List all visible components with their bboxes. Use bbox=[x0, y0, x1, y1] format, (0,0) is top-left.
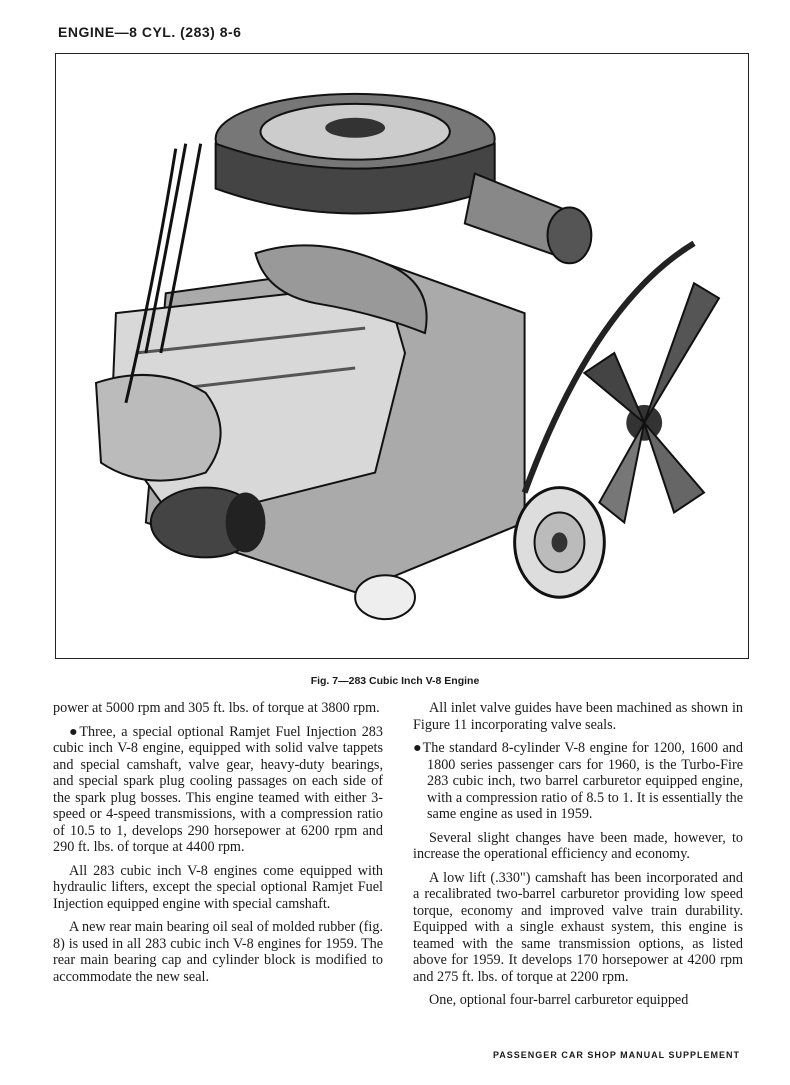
crankshaft-pulley bbox=[515, 488, 605, 598]
bullet-paragraph bbox=[53, 724, 383, 856]
paragraph-text: Three, a special optional Ramjet Fuel Injection 283 cubic inch V-8 engine, equipped with solid valve tappets and special camshaft, valve gear, heavy-duty bearings, and special spark plug cooling passages on each side of the spark plug bosses. This engine teamed with either 3-speed or 4-speed transmissions, with a compression ratio of 10.5 to 1, develops 290 horsepower at 6200 rpm and 290 ft. lbs. of torque at 4400 rpm. bbox=[53, 723, 383, 855]
paragraph: Several slight changes have been made, however, to increase the operational efficiency and economy. bbox=[413, 829, 743, 862]
paragraph: One, optional four-barrel carburetor equipped bbox=[429, 992, 689, 1008]
right-column bbox=[413, 700, 743, 1016]
bullet-icon: ● bbox=[413, 740, 423, 756]
paragraph: All 283 cubic inch V-8 engines come equipped with hydraulic lifters, except the special optional Ramjet Fuel Injection equipped engine with special camshaft. bbox=[53, 862, 383, 912]
left-column bbox=[53, 700, 383, 992]
page-footer: PASSENGER CAR SHOP MANUAL SUPPLEMENT bbox=[492, 1050, 740, 1060]
paragraph: All inlet valve guides have been machined as shown in Figure 11 incorporating valve seals. bbox=[413, 700, 743, 733]
bullet-icon: ● bbox=[69, 723, 80, 740]
paragraph: power at 5000 rpm and 305 ft. lbs. of torque at 3800 rpm. bbox=[53, 700, 380, 716]
cooling-fan bbox=[584, 283, 719, 522]
fuel-pump bbox=[355, 575, 415, 619]
paragraph: A low lift (.330") camshaft has been incorporated and a recalibrated two-barrel carburetor providing low speed torque, economy and improved valve train durability. Equipped with a single exhaust system, this engine is teamed with the same transmission options, as listed above for 1959. It develops 170 horsepower at 4200 rpm and 275 ft. lbs. of torque at 2200 rpm. bbox=[413, 869, 743, 985]
engine-illustration bbox=[56, 54, 748, 658]
page-header: ENGINE—8 CYL. (283) 8-6 bbox=[58, 24, 242, 40]
bullet-paragraph bbox=[413, 740, 743, 823]
exhaust-manifold bbox=[96, 375, 221, 481]
figure-caption: Fig. 7—283 Cubic Inch V-8 Engine bbox=[310, 675, 480, 687]
paragraph-text: The standard 8-cylinder V-8 engine for 1200, 1600 and 1800 series passenger cars for 1960, is the Turbo-Fire 283 cubic inch, two barrel carburetor equipped engine, with a compression ratio of 8.5 to 1. It is essentially the same engine as used in 1959. bbox=[422, 740, 743, 822]
paragraph: A new rear main bearing oil seal of molded rubber (fig. 8) is used in all 283 cubic inch V-8 engines for 1959. The rear main bearing cap and cylinder block is modified to accommodate the new seal. bbox=[53, 919, 383, 985]
engine-figure bbox=[55, 53, 749, 659]
